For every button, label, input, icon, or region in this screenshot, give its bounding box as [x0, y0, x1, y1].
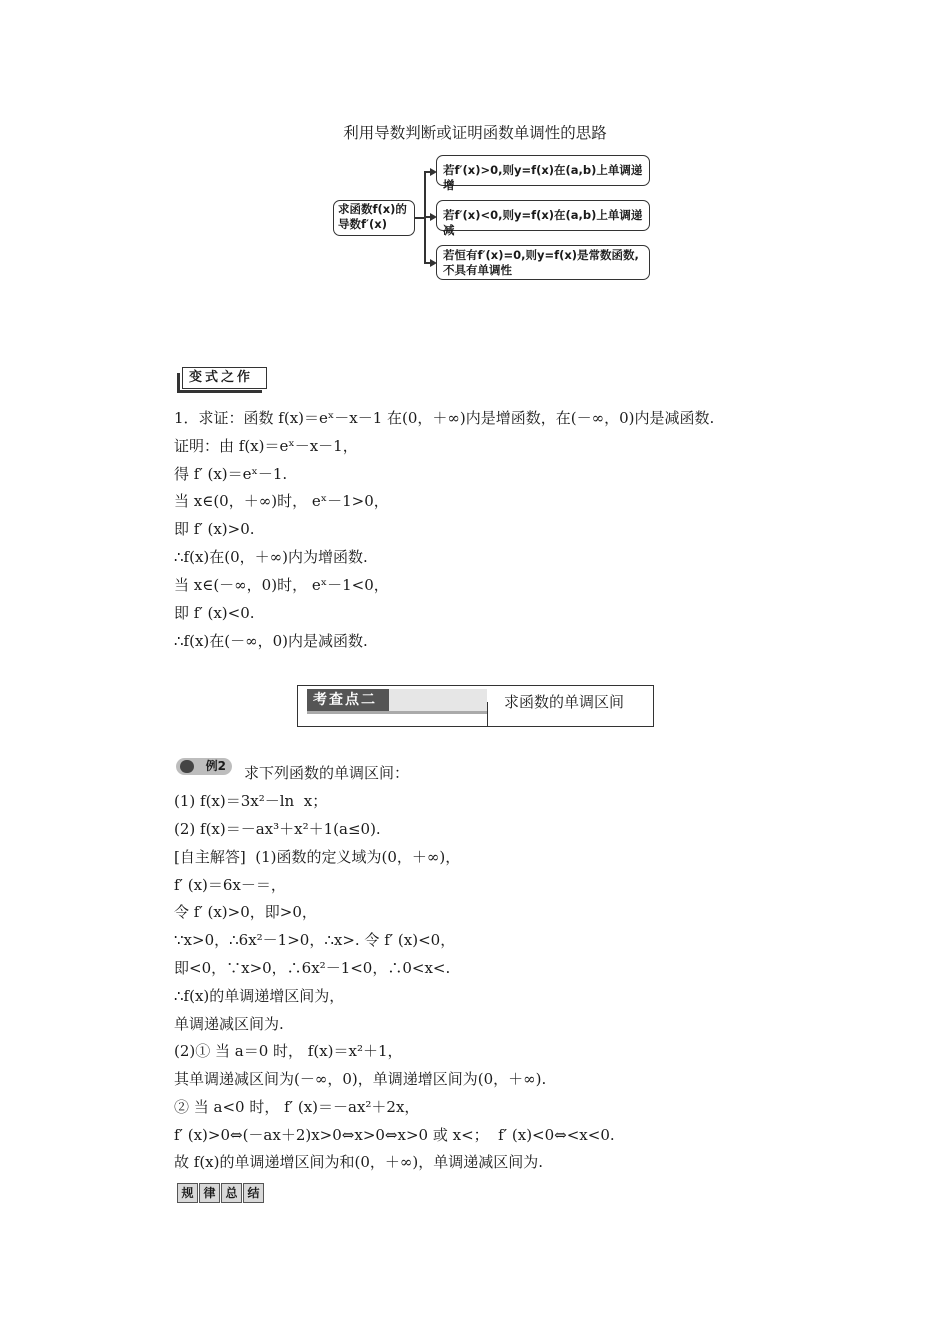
- section-underline: [307, 711, 488, 714]
- summary-badge-char: 律: [199, 1183, 220, 1203]
- text-line: 单调递减区间为.: [174, 1015, 284, 1033]
- variant-badge: [177, 367, 267, 394]
- pen-icon: [180, 760, 194, 773]
- section-header: [297, 685, 654, 727]
- diagram-title: 利用导数判断或证明函数单调性的思路: [343, 124, 607, 142]
- branch-decreasing: [436, 200, 650, 237]
- branch-text: 若f′(x)<0,则y=f(x)在(a,b)上单调递减: [443, 208, 643, 237]
- summary-badge: [177, 1183, 264, 1202]
- text-line: (2)① 当 a＝0 时， f(x)＝x²＋1，: [174, 1042, 403, 1060]
- text-line: ∴f(x)在(0，＋∞)内为增函数.: [174, 548, 368, 566]
- source-box-line: 导数f′(x): [338, 217, 387, 231]
- branch-text: 不具有单调性: [443, 263, 512, 277]
- branch-text: 若恒有f′(x)=0,则y=f(x)是常数函数,: [443, 248, 639, 262]
- section-tag: 考查点二: [307, 689, 389, 711]
- text-line: 证明：由 f(x)＝eˣ－x－1，: [174, 437, 358, 455]
- summary-badge-char: 规: [177, 1183, 198, 1203]
- section-label: 求函数的单调区间: [504, 693, 625, 711]
- text-line: (2) f(x)＝－ax³＋x²＋1(a≤0).: [174, 820, 381, 838]
- text-line: ∴f(x)的单调递增区间为，: [174, 987, 345, 1005]
- text-line: 当 x∈(－∞，0)时， eˣ－1<0，: [174, 576, 389, 594]
- badge-decoration: [177, 390, 262, 393]
- example-badge-label: 例2: [205, 759, 226, 773]
- example-badge: [176, 758, 232, 775]
- text-line: (1) f(x)＝3x²－ln x；: [174, 792, 328, 810]
- branch-increasing: [436, 155, 650, 192]
- summary-badge-char: 结: [243, 1183, 264, 1203]
- text-line: 令 f′ (x)>0，即>0，: [174, 903, 317, 921]
- example-prompt: 求下列函数的单调区间：: [244, 764, 410, 782]
- text-line: 其单调递减区间为(－∞，0)，单调递增区间为(0，＋∞).: [174, 1070, 547, 1088]
- text-line: [自主解答] (1)函数的定义域为(0，＋∞)，: [174, 848, 461, 866]
- text-line: f′ (x)＝6x－＝，: [174, 876, 286, 894]
- text-line: 得 f′ (x)＝eˣ－1.: [174, 465, 288, 483]
- text-line: 当 x∈(0，＋∞)时， eˣ－1>0，: [174, 492, 389, 510]
- section-tag-background: [389, 689, 487, 711]
- variant-badge-label: 变式之作: [182, 367, 267, 389]
- section-divider: [487, 702, 488, 727]
- source-box: [333, 200, 415, 236]
- text-line: 1．求证：函数 f(x)＝eˣ－x－1 在(0，＋∞)内是增函数，在(－∞，0)内是减函数.: [174, 409, 715, 427]
- text-line: ∵x>0，∴6x²－1>0，∴x>. 令 f′ (x)<0，: [174, 931, 456, 949]
- text-line: 即<0，∵x>0，∴6x²－1<0，∴0<x<.: [174, 959, 451, 977]
- text-line: 即 f′ (x)>0.: [174, 520, 255, 538]
- text-line: f′ (x)>0⇔(－ax＋2)x>0⇔x>0⇔x>0 或 x<； f′ (x)<0⇔<x<0.: [174, 1126, 615, 1144]
- text-line: ② 当 a<0 时， f′ (x)＝－ax²＋2x，: [174, 1098, 420, 1116]
- branch-text: 若f′(x)>0,则y=f(x)在(a,b)上单调递增: [443, 163, 643, 192]
- text-line: ∴f(x)在(－∞，0)内是减函数.: [174, 632, 368, 650]
- text-line: 即 f′ (x)<0.: [174, 604, 255, 622]
- summary-badge-char: 总: [221, 1183, 242, 1203]
- branch-constant: [436, 245, 650, 280]
- source-box-line: 求函数f(x)的: [338, 202, 407, 216]
- text-line: 故 f(x)的单调递增区间为和(0，＋∞)，单调递减区间为.: [174, 1153, 543, 1171]
